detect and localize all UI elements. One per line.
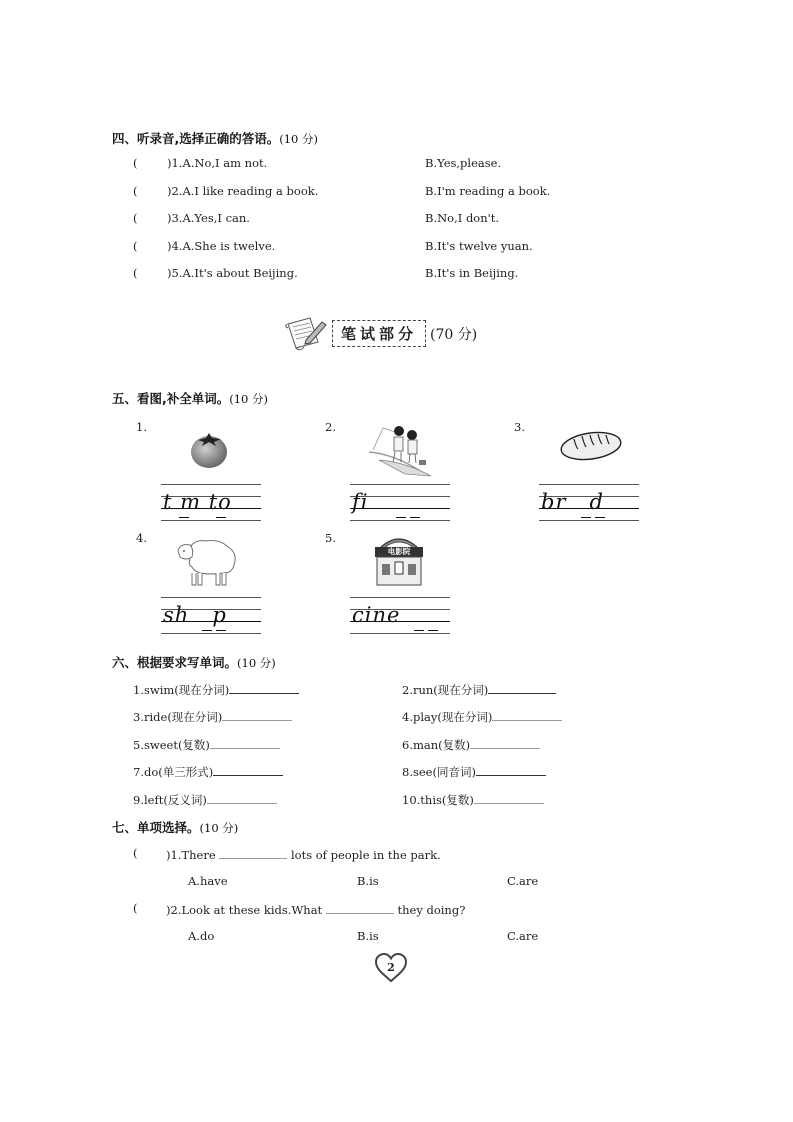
option-a: )3.A.Yes,I can. bbox=[167, 211, 250, 225]
option-b: B.No,I don't. bbox=[425, 211, 500, 225]
question-text: lots of people in the park. bbox=[290, 848, 441, 862]
answer-blank[interactable] bbox=[222, 708, 292, 721]
section5-heading bbox=[112, 389, 268, 407]
four-line-grid-1[interactable] bbox=[161, 484, 261, 520]
section4-heading bbox=[112, 129, 318, 147]
item-number: 2. bbox=[325, 420, 336, 434]
answer-blank[interactable] bbox=[470, 736, 540, 749]
option-b: B.is bbox=[357, 874, 379, 888]
item-number: 3. bbox=[514, 420, 525, 434]
answer-blank[interactable] bbox=[492, 708, 562, 721]
item-number: 1. bbox=[136, 420, 147, 434]
word-form-item bbox=[402, 736, 540, 753]
banner-title-row bbox=[332, 320, 477, 347]
word-form-prompt: 8.see(同音词) bbox=[402, 765, 476, 779]
section4-list bbox=[133, 156, 653, 294]
four-line-grid-5[interactable] bbox=[350, 597, 450, 633]
list-item bbox=[133, 239, 653, 267]
answer-paren[interactable]: ( bbox=[133, 211, 138, 225]
answer-blank[interactable] bbox=[207, 791, 277, 804]
option-b: B.It's twelve yuan. bbox=[425, 238, 533, 253]
answer-blank[interactable] bbox=[488, 681, 556, 694]
item-number: 4. bbox=[136, 531, 147, 545]
answer-blank[interactable] bbox=[474, 791, 544, 804]
question-text: )2.Look at these kids.What bbox=[166, 903, 323, 917]
word-form-item bbox=[133, 708, 292, 725]
option-c: C.are bbox=[507, 874, 539, 888]
section7-title: 七、单项选择。 bbox=[112, 820, 200, 835]
option-a: A.have bbox=[188, 874, 228, 888]
word-form-item bbox=[133, 791, 277, 808]
question-stem bbox=[166, 901, 465, 917]
tomato-icon bbox=[186, 430, 232, 470]
word-form-item bbox=[133, 681, 299, 698]
item-number: 5. bbox=[325, 531, 336, 545]
sheep-icon bbox=[172, 535, 242, 587]
list-item bbox=[133, 211, 653, 239]
option-b: B.is bbox=[357, 929, 379, 943]
word-fragment: fi bbox=[352, 490, 369, 514]
word-form-prompt: 2.run(现在分词) bbox=[402, 683, 489, 697]
banner-points: (70 分) bbox=[430, 326, 478, 343]
answer-blank[interactable] bbox=[219, 846, 287, 859]
bread-icon bbox=[558, 428, 624, 464]
question-text: they doing? bbox=[397, 903, 466, 917]
option-a: )2.A.I like reading a book. bbox=[167, 183, 319, 198]
cinema-icon bbox=[372, 534, 426, 586]
word-form-item bbox=[402, 681, 556, 698]
answer-paren[interactable]: ( bbox=[133, 156, 138, 170]
list-item bbox=[133, 266, 653, 294]
section6-heading bbox=[112, 653, 276, 671]
word-fragment: br d bbox=[541, 490, 604, 514]
option-a: )1.A.No,I am not. bbox=[167, 156, 268, 170]
list-item bbox=[133, 156, 653, 184]
word-form-prompt: 4.play(现在分词) bbox=[402, 710, 493, 724]
section6-points: (10 分) bbox=[237, 656, 276, 670]
answer-blank[interactable] bbox=[476, 763, 546, 776]
answer-blank[interactable] bbox=[326, 901, 394, 914]
word-form-item bbox=[402, 708, 562, 725]
section7-list bbox=[133, 846, 653, 946]
section5-title: 五、看图,补全单词。 bbox=[112, 391, 230, 406]
section6-title: 六、根据要求写单词。 bbox=[112, 655, 238, 670]
answer-paren[interactable]: ( bbox=[133, 846, 138, 860]
word-form-prompt: 10.this(复数) bbox=[402, 793, 474, 807]
word-form-prompt: 1.swim(现在分词) bbox=[133, 683, 230, 697]
answer-blank[interactable] bbox=[210, 736, 280, 749]
scroll-pencil-icon bbox=[284, 314, 328, 354]
four-line-grid-4[interactable] bbox=[161, 597, 261, 633]
section4-points: (10 分) bbox=[279, 132, 319, 146]
page-number-badge bbox=[373, 952, 409, 984]
word-form-prompt: 6.man(复数) bbox=[402, 738, 471, 752]
answer-paren[interactable]: ( bbox=[133, 266, 138, 280]
answer-blank[interactable] bbox=[213, 763, 283, 776]
option-b: B.Yes,please. bbox=[425, 156, 502, 170]
four-line-grid-3[interactable] bbox=[539, 484, 639, 520]
word-form-item bbox=[133, 763, 283, 780]
option-a: A.do bbox=[188, 929, 215, 943]
section7-heading bbox=[112, 818, 238, 836]
page-number: 2 bbox=[387, 961, 395, 974]
word-fragment: cine bbox=[352, 603, 401, 627]
cinema-sign: 电影院 bbox=[387, 547, 411, 556]
word-form-item bbox=[402, 791, 544, 808]
section5-points: (10 分) bbox=[229, 392, 269, 406]
option-a: )4.A.She is twelve. bbox=[167, 238, 276, 253]
question-stem bbox=[166, 846, 441, 862]
option-b: B.It's in Beijing. bbox=[425, 266, 519, 280]
list-item bbox=[133, 184, 653, 212]
four-line-grid-2[interactable] bbox=[350, 484, 450, 520]
word-fragment: sh p bbox=[163, 603, 227, 627]
word-form-prompt: 5.sweet(复数) bbox=[133, 738, 210, 752]
word-form-prompt: 3.ride(现在分词) bbox=[133, 710, 223, 724]
word-form-item bbox=[133, 736, 280, 753]
option-b: B.I'm reading a book. bbox=[425, 183, 551, 198]
word-form-prompt: 9.left(反义词) bbox=[133, 793, 207, 807]
option-a: )5.A.It's about Beijing. bbox=[167, 266, 298, 280]
answer-paren[interactable]: ( bbox=[133, 238, 138, 253]
answer-paren[interactable]: ( bbox=[133, 183, 138, 198]
word-form-item bbox=[402, 763, 546, 780]
word-form-prompt: 7.do(单三形式) bbox=[133, 765, 214, 779]
word-fragment: t m to bbox=[163, 490, 232, 514]
written-section-banner bbox=[282, 310, 504, 358]
fishing-icon bbox=[365, 422, 437, 478]
answer-blank[interactable] bbox=[229, 681, 299, 694]
answer-paren[interactable]: ( bbox=[133, 901, 138, 915]
banner-title: 笔试部分 bbox=[332, 320, 426, 347]
section4-title: 四、听录音,选择正确的答语。 bbox=[112, 131, 280, 146]
section7-points: (10 分) bbox=[199, 821, 239, 835]
option-c: C.are bbox=[507, 929, 539, 943]
question-text: )1.There bbox=[166, 848, 216, 862]
